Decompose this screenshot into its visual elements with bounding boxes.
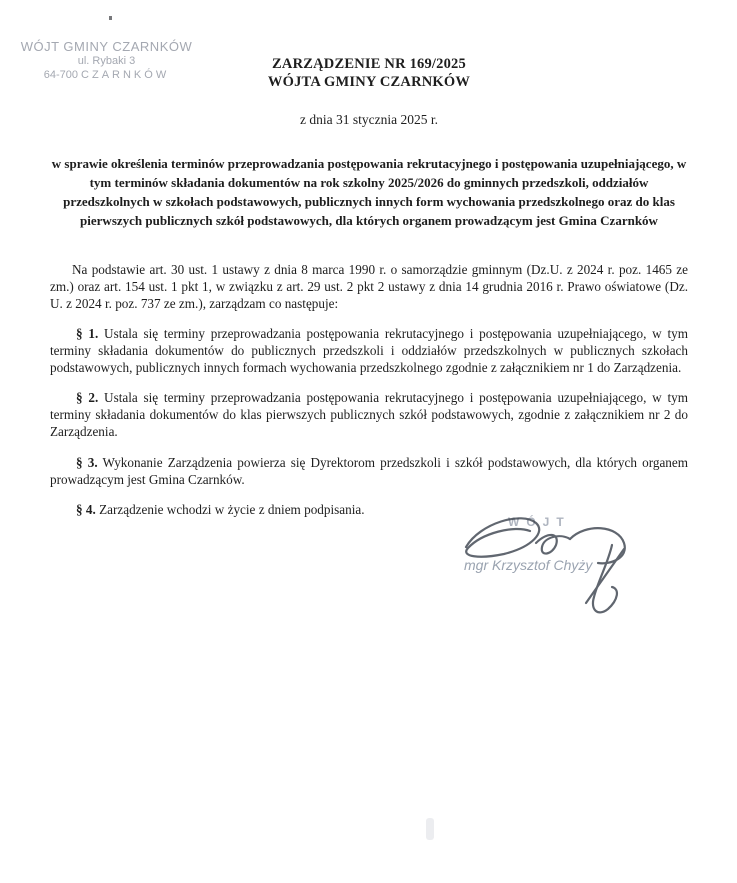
sender-stamp-postal: 64-700	[43, 69, 79, 81]
signature-office-stamp: WÓJT	[508, 515, 571, 529]
document-subject: w sprawie określenia terminów przeprowadzania postępowania rekrutacyjnego i postępowania uzupełniającego, w tym terminów składania dokumentów na rok szkolny 2025/2026 do gminnych przedszkoli, oddziałów przedszkolnych w szkołach podstawowych, publicznych innych form wychowania przedszkolnego oraz do klas pierwszych publicznych szkół podstawowych, dla których organem prowadzącym jest Gmina Czarnków	[51, 156, 687, 228]
document-date: z dnia 31 stycznia 2025 r.	[300, 112, 438, 127]
section-number-1: § 1.	[76, 326, 99, 342]
section-text-4: Zarządzenie wchodzi w życie z dniem podpisania.	[95, 501, 365, 517]
section-paragraph-2	[50, 389, 688, 440]
document-content	[50, 0, 688, 531]
title-line-2: WÓJTA GMINY CZARNKÓW	[267, 73, 471, 90]
section-text-1: Ustala się terminy przeprowadzania postępowania rekrutacyjnego i postępowania uzupełniającego, w tym terminy składania dokumentów do publicznych przedszkoli i oddziałów przedszkolnych w publicznych szkołach podstawowych, publicznych innych formach wychowania przedszkolnego zgodnie z załącznikiem nr 1 do Zarządzenia.	[50, 326, 689, 376]
section-text-3: Wykonanie Zarządzenia powierza się Dyrektorom przedszkoli i szkół podstawowych, dla których organem prowadzącym jest Gmina Czarnków.	[50, 454, 689, 487]
signature-name-stamp: mgr Krzysztof Chyży	[464, 557, 593, 573]
title-line-1: ZARZĄDZENIE NR 169/2025	[272, 56, 466, 72]
legal-preamble: Na podstawie art. 30 ust. 1 ustawy z dnia 8 marca 1990 r. o samorządzie gminnym (Dz.U. z 2024 r. poz. 1465 ze zm.) oraz art. 154 ust. 1 pkt 1, w związku z art. 29 ust. 2 pkt 2 ustawy z dnia 14 grudnia 2016 r. Prawo oświatowe (Dz. U. z 2024 r. poz. 737 ze zm.), zarządzam co następuje:	[50, 262, 688, 311]
signature-block	[452, 505, 662, 620]
sender-stamp-name: WÓJT GMINY CZARNKÓW	[20, 39, 193, 54]
section-text-2: Ustala się terminy przeprowadzania postępowania rekrutacyjnego i postępowania uzupełniającego, w tym terminy składania dokumentów do klas pierwszych publicznych szkół podstawowych, zgodnie z załącznikiem nr 2 do Zarządzenia.	[50, 390, 689, 440]
section-paragraph-3	[50, 454, 688, 488]
scan-smudge	[426, 818, 434, 840]
sender-stamp-city: CZARNKÓW	[81, 69, 170, 81]
section-number-4: § 4.	[76, 501, 96, 517]
section-number-3: § 3.	[76, 454, 98, 470]
document-title	[50, 56, 688, 91]
section-number-2: § 2.	[76, 390, 99, 406]
sender-stamp-street: ul. Rybaki 3	[77, 55, 136, 67]
section-paragraph-1	[50, 325, 688, 376]
handwritten-signature	[452, 505, 662, 620]
